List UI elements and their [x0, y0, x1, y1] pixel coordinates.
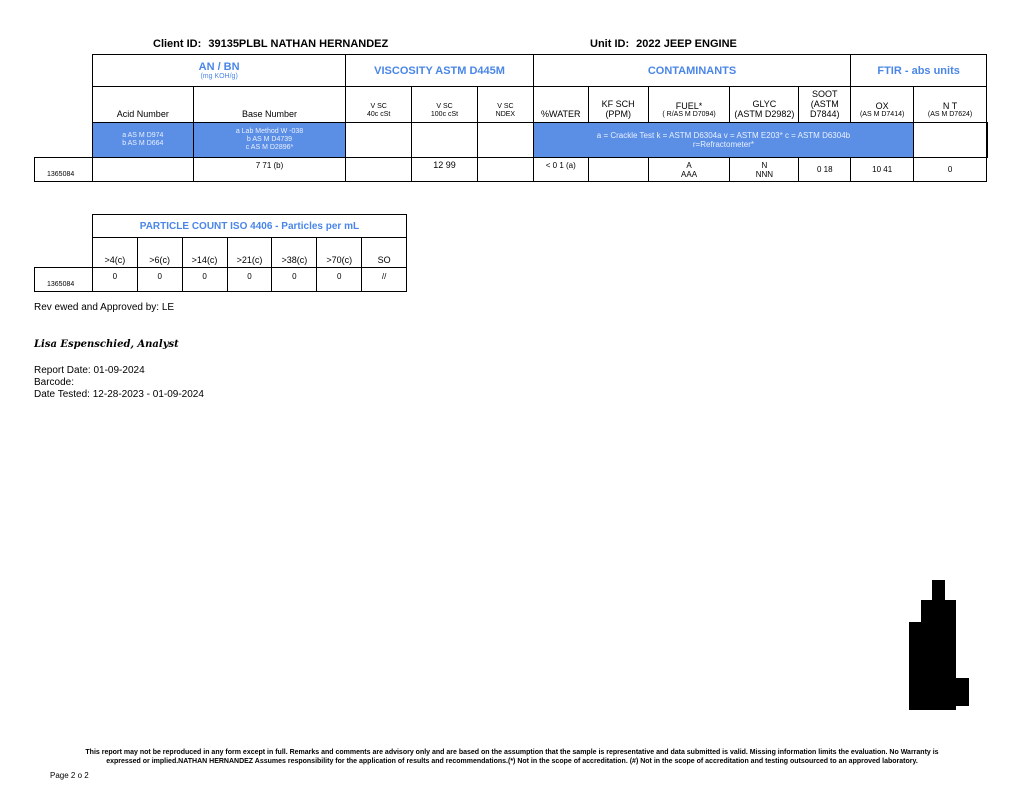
particle-col-header: >70(c)	[317, 238, 362, 268]
visc-100-value: 12 99	[412, 158, 478, 182]
col-visc-100-line1: V SC	[436, 103, 453, 110]
col-ox-line1: OX	[875, 101, 889, 111]
glycol-value	[730, 158, 799, 182]
disclaimer-line1: This report may not be reproduced in any form except in full. Remarks and comments are advisory only and are based on the assumption that the sample is representative and data submitted is valid. Missing information limits the evaluation. No Warranty is	[85, 749, 939, 756]
ox-value: 10 41	[851, 158, 914, 182]
fuel-value-line1: A	[686, 160, 692, 170]
particle-value-row	[35, 268, 407, 292]
particle-value: 0	[317, 268, 362, 292]
col-ox-line2: (AS M D7414)	[859, 111, 905, 118]
client-id-value: 39135PLBL NATHAN HERNANDEZ	[208, 38, 389, 50]
particle-count-table	[34, 214, 407, 292]
viscosity-group-header: VISCOSITY ASTM D445M	[346, 55, 534, 87]
approved-by: Rev ewed and Approved by: LE	[34, 302, 175, 313]
particle-count-title: PARTICLE COUNT ISO 4406 - Particles per mL	[92, 215, 406, 238]
empty-cell	[914, 123, 987, 158]
empty-cell	[346, 123, 412, 158]
particle-value: 0	[227, 268, 272, 292]
col-kf-line1: KF SCH	[601, 99, 635, 109]
col-visc-40-line1: V SC	[370, 103, 387, 110]
col-glycol	[730, 87, 799, 123]
col-nt	[914, 87, 987, 123]
base-methods	[193, 123, 346, 158]
results-table	[34, 54, 988, 182]
contaminant-method-line2: r=Refractometer*	[692, 140, 755, 149]
col-water: %WATER	[533, 87, 588, 123]
page-number: Page 2 o 2	[50, 771, 89, 780]
empty-cell	[987, 123, 988, 158]
contaminant-methods	[533, 123, 913, 158]
particle-value: 0	[137, 268, 182, 292]
col-visc-index	[477, 87, 533, 123]
empty-cell	[477, 123, 533, 158]
anbn-title: AN / BN	[198, 60, 240, 73]
empty-cell	[412, 123, 478, 158]
particle-col-header: >21(c)	[227, 238, 272, 268]
col-kf-line2: (PPM)	[605, 109, 631, 119]
soot-value: 0 18	[799, 158, 851, 182]
blank-cell	[35, 238, 93, 268]
barcode: Barcode:	[34, 377, 75, 388]
unit-id-label: Unit ID:	[590, 38, 630, 50]
particle-col-header: SO	[362, 238, 407, 268]
blank-cell	[35, 55, 93, 87]
water-value: < 0 1 (a)	[533, 158, 588, 182]
particle-col-header: >14(c)	[182, 238, 227, 268]
report-date: Report Date: 01-09-2024	[34, 365, 145, 376]
col-glycol-line2: (ASTM D2982)	[734, 109, 795, 119]
redaction-part	[954, 678, 969, 706]
blank-cell	[35, 87, 93, 123]
col-visc-100	[412, 87, 478, 123]
base-method-c: c AS M D2896*	[245, 144, 294, 151]
report-info	[34, 365, 204, 401]
kf-value	[588, 158, 648, 182]
col-visc-40	[346, 87, 412, 123]
redaction-part	[932, 580, 945, 602]
unit-id-value: 2022 JEEP ENGINE	[636, 38, 737, 50]
date-tested: Date Tested: 12-28-2023 - 01-09-2024	[34, 389, 204, 400]
col-soot	[799, 87, 851, 123]
col-visc-100-line2: 100c cSt	[430, 111, 459, 118]
disclaimer	[20, 748, 1004, 766]
col-soot-line2: (ASTM	[810, 99, 839, 109]
ftir-group-header: FTIR - abs units	[851, 55, 987, 87]
particle-header-row	[35, 238, 407, 268]
base-method-b: b AS M D4739	[246, 136, 293, 143]
particle-col-header: >38(c)	[272, 238, 317, 268]
col-soot-line3: D7844)	[809, 109, 840, 119]
redaction-part	[909, 622, 956, 710]
unit-id	[590, 38, 737, 50]
redaction-part	[921, 600, 956, 624]
blank-cell	[35, 215, 93, 238]
col-fuel-line2: ( R/AS M D7094)	[662, 111, 716, 118]
particle-value: //	[362, 268, 407, 292]
visc-index-value	[477, 158, 533, 182]
acid-method-b: b AS M D664	[122, 140, 164, 147]
col-soot-line1: SOOT	[812, 89, 838, 99]
col-kf	[588, 87, 648, 123]
acid-value	[92, 158, 193, 182]
visc-40-value	[346, 158, 412, 182]
glycol-value-line2: NNN	[755, 169, 774, 179]
col-visc-40-line2: 40c cSt	[367, 111, 391, 118]
analyst-signature: Lisa Espenschied, Analyst	[34, 339, 179, 350]
particle-sample-id: 1365084	[35, 268, 93, 292]
col-visc-index-line2: NDEX	[495, 111, 516, 118]
particle-col-header: >4(c)	[92, 238, 137, 268]
nt-value: 0	[914, 158, 987, 182]
particle-value: 0	[182, 268, 227, 292]
col-nt-line2: (AS M D7624)	[927, 111, 973, 118]
acid-methods	[92, 123, 193, 158]
fuel-value	[648, 158, 730, 182]
contaminants-group-header: CONTAMINANTS	[533, 55, 850, 87]
col-visc-index-line1: V SC	[497, 103, 514, 110]
particle-value: 0	[92, 268, 137, 292]
fuel-value-line2: AAA	[681, 169, 698, 179]
acid-method-a: a AS M D974	[122, 132, 164, 139]
base-method-a: a Lab Method W -038	[235, 128, 304, 135]
base-value: 7 71 (b)	[193, 158, 346, 182]
col-glycol-line1: GLYC	[752, 99, 777, 109]
glycol-value-line1: N	[761, 160, 768, 170]
disclaimer-line2: expressed or implied.NATHAN HERNANDEZ Assumes responsibility for the application of results and recommendations.(*) Not in the scope of accreditation. (#) Not in the scope of accreditation and testing outsourced to an approved laboratory.	[106, 758, 918, 765]
col-ox	[851, 87, 914, 123]
anbn-group-header	[92, 55, 345, 87]
col-fuel-line1: FUEL*	[675, 101, 703, 111]
col-fuel	[648, 87, 730, 123]
sample-id: 1365084	[35, 158, 93, 182]
blank-cell	[35, 123, 93, 158]
anbn-units: (mg KOH/g)	[200, 72, 238, 80]
particle-value: 0	[272, 268, 317, 292]
col-nt-line1: N T	[942, 101, 958, 111]
client-id	[153, 38, 388, 50]
col-acid-number: Acid Number	[92, 87, 193, 123]
client-id-label: Client ID:	[153, 38, 202, 50]
particle-col-header: >6(c)	[137, 238, 182, 268]
col-base-number: Base Number	[193, 87, 346, 123]
contaminant-method-line1: a = Crackle Test k = ASTM D6304a v = ASTM E203* c = ASTM D6304b	[596, 131, 851, 140]
